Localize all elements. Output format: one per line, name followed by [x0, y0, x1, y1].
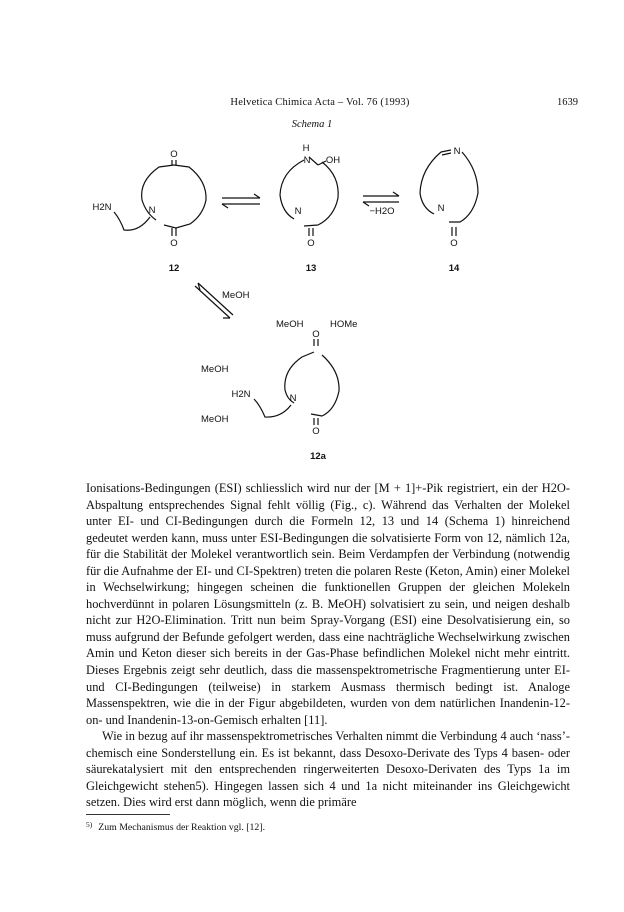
- paragraph-1: Ionisations-Bedingungen (ESI) schliesslich wird nur der [M + 1]+-Pik registriert, ein der H2O-Abspaltung entsprechendes Signal fehlt völlig (Fig., c). Während das Verhalten der Molekel unter EI- und CI-Bedingungen durch die Formeln 12, 13 und 14 (Schema 1) hinreichend gedeutet werden kann, muss unter ESI-Bedingungen die solvatisierte Form von 12, nämlich 12a, für die Stabilität der Molekel verantwortlich sein. Beim Verdampfen der Verbindung (notwendig für die Aufnahme der EI- und CI-Spektren) treten die polaren Reste (Keton, Amin) einer Molekel in Wechselwirkung; hingegen scheinen die funktionellen Gruppen der gleichen Molekeln hochverdünnt in polaren Lösungsmitteln (z. B. MeOH) solvatisiert zu sein, und neigen deshalb nicht zur H2O-Elimination. Tritt nun beim Spray-Vorgang (ESI) eine Desolvatisierung ein, so muss aufgrund der Befunde gefolgert werden, dass eine nachträgliche Wechselwirkung zwischen Amin und Keton dieser sich bereits in der Gas-Phase befindlichen Molekel nicht mehr eintritt. Dieses Ergebnis zeigt sehr deutlich, dass die massenspektrometrische Fragmentierung unter EI- und CI-Bedingungen (teilweise) in starkem Ausmass thermisch bedingt ist. Analoge Massenspektren, wie die in der Figur abgebildeten, wurden von dem natürlichen Inandenin-12-on- und Inandenin-13-on-Gemisch erhalten [11].: [86, 481, 570, 727]
- label-13-h: H: [302, 143, 310, 154]
- arrow-12-13-forward: [222, 194, 260, 198]
- compound-12-label: 12: [168, 263, 180, 274]
- compound-12a-label: 12a: [310, 451, 326, 462]
- label-12a-o-top: O: [312, 329, 320, 340]
- carbonyl-12-top: [172, 160, 176, 165]
- label-12a-h2n: H2N: [231, 389, 251, 400]
- carbonyl-12a-bottom: [314, 418, 318, 425]
- label-12-o-top: O: [170, 149, 178, 160]
- footnote-text: Zum Mechanismus der Reaktion vgl. [12].: [98, 822, 266, 833]
- label-12-h2n: H2N: [92, 202, 112, 213]
- aminoalkyl-chain-12: [114, 212, 150, 230]
- body-text: [86, 480, 570, 811]
- reaction-scheme: [0, 130, 624, 465]
- label-12a-meoh-top: MeOH: [276, 319, 304, 330]
- ring-12a-right-arc: [311, 355, 339, 416]
- ring-12-right-arc: [164, 165, 206, 228]
- arrow-13-14-forward: [363, 192, 399, 196]
- label-12a-home-top: HOMe: [330, 319, 358, 330]
- footnote-divider: [86, 814, 170, 815]
- footnote-marker: 5): [86, 820, 93, 829]
- label-13-o-bottom: O: [307, 238, 315, 249]
- label-12a-meoh-left-lower: MeOH: [201, 414, 229, 425]
- ring-12-left-arc: [142, 165, 174, 220]
- label-12a-o-bottom: O: [312, 426, 320, 437]
- carbonyl-14-bottom: [452, 227, 456, 236]
- label-13-oh: OH: [325, 155, 341, 166]
- label-12a-n: N: [289, 393, 297, 404]
- label-12-o-bottom: O: [170, 238, 178, 249]
- carbonyl-12-bottom: [172, 228, 176, 236]
- footnote: [86, 822, 570, 833]
- imine-14-bond: [441, 150, 451, 155]
- compound-14-label: 14: [448, 263, 460, 274]
- aminoalkyl-chain-12a: [254, 399, 291, 417]
- label-14-n-top: N: [453, 146, 461, 157]
- label-13-n-ring: N: [294, 206, 302, 217]
- label-14-o-bottom: O: [450, 238, 458, 249]
- label-13-n-top: N: [303, 155, 311, 166]
- paragraph-2: Wie in bezug auf ihr massenspektrometrisches Verhalten nimmt die Verbindung 4 auch ‘nass’-chemisch eine Sonderstellung ein. Es ist bekannt, dass Desoxo-Derivate des Typs 4 basen- oder säurekatalysiert mit den entsprechenden ringerweiterten Desoxo-Derivaten des Typs 1a im Gleichgewicht stehen5). Hingegen lassen sich 4 und 1a nicht miteinander ins Gleichgewicht setzen. Dies wird erst dann möglich, wenn die primäre: [86, 729, 570, 810]
- ring-13-right-arc: [304, 162, 338, 226]
- page-number: 1639: [557, 97, 578, 108]
- label-12a-meoh-left-upper: MeOH: [201, 364, 229, 375]
- ring-14-right-arc: [449, 152, 478, 222]
- water-loss-label: −H2O: [369, 206, 395, 217]
- journal-title: Helvetica Chimica Acta – Vol. 76 (1993): [230, 97, 410, 108]
- carbonyl-12a-top: [314, 339, 318, 346]
- label-14-n-ring: N: [437, 203, 445, 214]
- arrow-12-13-back: [222, 204, 260, 208]
- label-12-n: N: [148, 205, 156, 216]
- scheme-title: Schema 1: [291, 119, 333, 130]
- compound-13-label: 13: [305, 263, 317, 274]
- methanol-arrow-label: MeOH: [222, 290, 250, 301]
- running-header: [70, 97, 578, 111]
- carbonyl-13-bottom: [309, 228, 313, 236]
